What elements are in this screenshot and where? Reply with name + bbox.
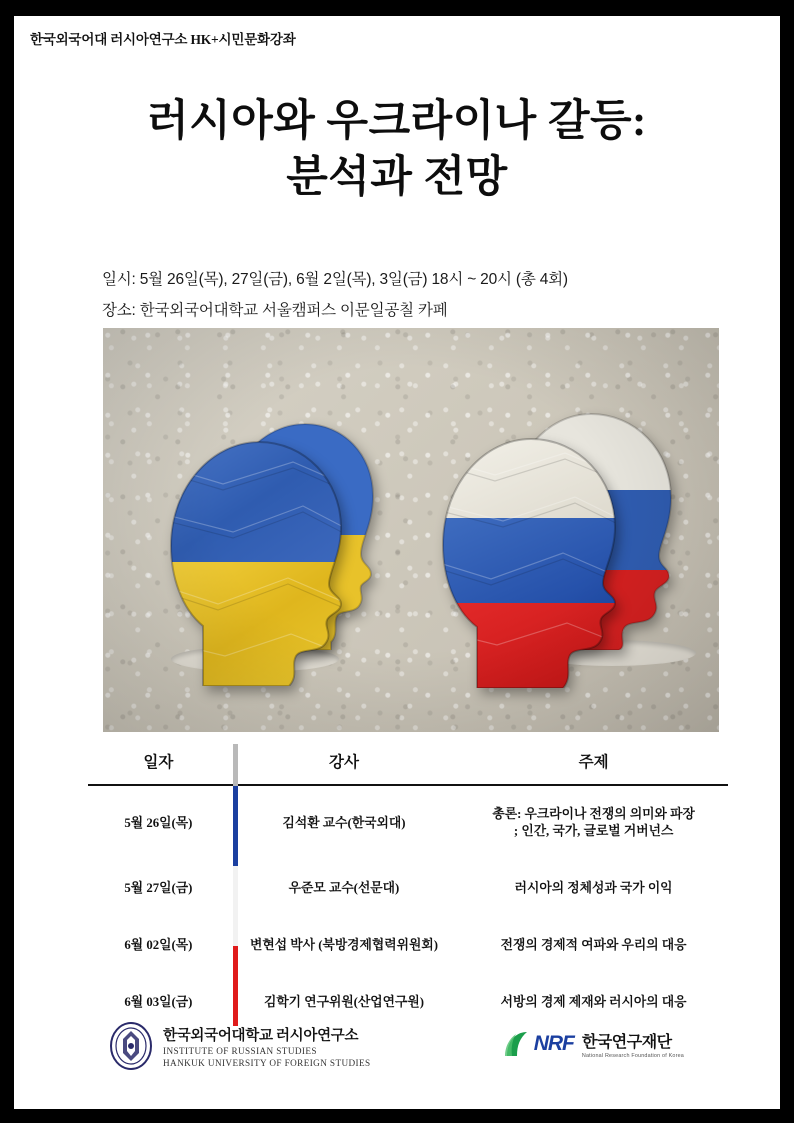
irs-logo-text [163,1024,371,1069]
nrf-logo [504,1029,684,1059]
nrf-name-en: National Research Foundation of Korea [581,1053,684,1059]
flag-ribbon-divider [233,744,238,1026]
row-topic-line-1: 총론: 우크라이나 전쟁의 의미와 파장 [492,807,695,821]
page-title [14,94,780,206]
table-row [88,785,728,860]
nrf-name-block [582,1029,684,1059]
irs-name-en-2: HANKUK UNIVERSITY OF FOREIGN STUDIES [163,1057,371,1068]
poster-sheet [14,16,780,1109]
row-date: 5월 26일(목) [124,815,193,830]
row-topic: 전쟁의 경제적 여파와 우리의 대응 [500,938,687,952]
nrf-name-ko: 한국연구재단 [581,1034,672,1051]
event-date-line: 일시: 5월 26일(목), 27일(금), 6월 2일(목), 3일(금) 18시 ~ 20시 (총 4회) [102,271,568,288]
nrf-wordmark: NRF [533,1032,574,1055]
row-speaker: 우준모 교수(선문대) [288,881,400,895]
table-row [88,917,728,974]
title-line-1: 러시아와 우크라이나 갈등: [147,98,647,145]
irs-name-ko: 한국외국어대학교 러시아연구소 [163,1027,359,1044]
event-info [102,264,720,326]
event-place-line: 장소: 한국외국어대학교 서울캠퍼스 이문일공칠 카페 [102,302,448,319]
title-line-2: 분석과 전망 [286,154,508,201]
organizer-line: 한국외국어대 러시아연구소 HK+시민문화강좌 [30,32,296,47]
ribbon-segment-red [233,946,238,1026]
row-date: 6월 03일(금) [124,995,193,1009]
header-topic: 주제 [578,754,609,771]
poster-artwork [103,328,719,732]
ribbon-segment-white [233,866,238,946]
row-topic [459,785,728,860]
row-speaker: 김석환 교수(한국외대) [282,815,406,830]
row-topic: 서방의 경제 제재와 러시아의 대응 [500,995,687,1009]
row-topic: 러시아의 정체성과 국가 이익 [514,881,673,895]
header-speaker: 강사 [329,754,359,771]
irs-name-en-1: INSTITUTE OF RUSSIAN STUDIES [163,1045,317,1056]
university-crest-icon [108,1021,154,1071]
row-speaker: 변현섭 박사 (북방경제협력위원회) [249,938,438,952]
schedule-table [88,744,728,1031]
artwork-vignette [103,328,719,732]
schedule-body [88,785,728,1031]
header-date: 일자 [143,754,174,771]
irs-logo [108,1021,371,1071]
schedule-head [88,744,728,785]
ribbon-segment-blue [233,786,238,866]
table-row [88,860,728,917]
table-header-row [88,744,728,785]
schedule-table-wrap [88,744,728,1031]
footer [14,1017,780,1087]
row-date: 5월 27일(금) [124,881,193,895]
nrf-swoosh-icon [504,1029,530,1059]
ribbon-segment-grey [233,744,238,786]
nrf-mark-icon [504,1029,574,1059]
row-topic-line-2: ; 인간, 국가, 글로벌 거버넌스 [513,824,674,838]
row-speaker: 김학기 연구위원(산업연구원) [263,995,425,1009]
row-date: 6월 02일(목) [124,938,193,952]
